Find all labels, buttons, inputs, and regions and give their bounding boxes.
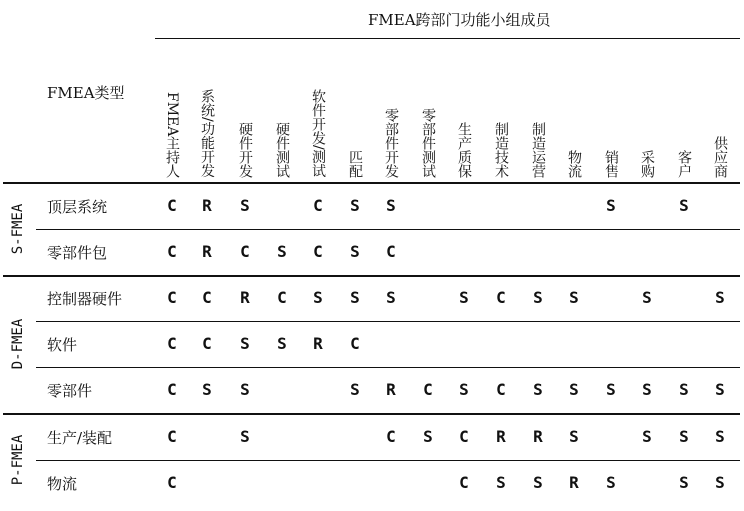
- table-cell: S: [350, 242, 360, 261]
- row-divider: [36, 229, 740, 230]
- row-label: 顶层系统: [47, 198, 108, 216]
- table-cell: S: [679, 473, 689, 492]
- row-divider: [36, 367, 740, 368]
- column-header: 采购: [639, 150, 655, 178]
- table-cell: S: [240, 334, 250, 353]
- table-cell: S: [277, 334, 287, 353]
- table-cell: S: [459, 380, 469, 399]
- table-cell: C: [496, 380, 506, 399]
- column-header: 生产质保: [456, 122, 472, 178]
- section-label: P-FMEA: [10, 434, 26, 486]
- row-divider: [36, 321, 740, 322]
- column-header: 零部件开发: [383, 108, 399, 178]
- table-cell: C: [240, 242, 250, 261]
- column-header: 销售: [603, 150, 619, 178]
- table-cell: S: [240, 380, 250, 399]
- table-cell: C: [202, 288, 212, 307]
- table-cell: S: [606, 196, 616, 215]
- group-title: FMEA跨部门功能小组成员: [368, 11, 551, 29]
- column-header: 客户: [676, 150, 692, 178]
- table-cell: S: [277, 242, 287, 261]
- table-cell: C: [167, 334, 177, 353]
- column-header: 供应商: [712, 136, 728, 178]
- table-cell: S: [679, 196, 689, 215]
- table-cell: S: [715, 473, 725, 492]
- table-cell: C: [167, 380, 177, 399]
- column-header: 物流: [566, 150, 582, 178]
- table-cell: S: [715, 427, 725, 446]
- table-cell: S: [606, 473, 616, 492]
- row-label: 物流: [47, 475, 78, 493]
- table-cell: S: [202, 380, 212, 399]
- table-cell: C: [386, 427, 396, 446]
- table-cell: S: [715, 380, 725, 399]
- table-cell: S: [569, 380, 579, 399]
- table-cell: S: [386, 196, 396, 215]
- table-cell: R: [240, 288, 250, 307]
- table-cell: R: [386, 380, 396, 399]
- table-cell: S: [423, 427, 433, 446]
- table-cell: C: [277, 288, 287, 307]
- row-label: 零部件包: [47, 244, 108, 262]
- table-cell: S: [642, 288, 652, 307]
- column-header: 软件开发/测试: [310, 89, 326, 178]
- table-cell: C: [167, 288, 177, 307]
- column-header: 制造运营: [530, 122, 546, 178]
- table-cell: R: [202, 242, 212, 261]
- row-label: 软件: [47, 336, 78, 354]
- table-cell: C: [496, 288, 506, 307]
- table-cell: R: [202, 196, 212, 215]
- column-header: 硬件测试: [274, 122, 290, 178]
- table-cell: R: [533, 427, 543, 446]
- table-cell: S: [642, 427, 652, 446]
- column-header: 匹配: [347, 150, 363, 178]
- row-label: 零部件: [47, 382, 93, 400]
- table-cell: S: [569, 288, 579, 307]
- table-cell: S: [642, 380, 652, 399]
- table-cell: S: [569, 427, 579, 446]
- group-underline: [155, 38, 740, 39]
- table-cell: C: [459, 427, 469, 446]
- row-label: 生产/装配: [47, 429, 113, 447]
- table-cell: C: [167, 473, 177, 492]
- column-header: 硬件开发: [237, 122, 253, 178]
- section-label: S-FMEA: [10, 203, 26, 255]
- table-cell: R: [496, 427, 506, 446]
- table-cell: S: [533, 288, 543, 307]
- table-cell: C: [167, 196, 177, 215]
- table-cell: C: [386, 242, 396, 261]
- column-header: 制造技术: [493, 122, 509, 178]
- table-cell: S: [240, 196, 250, 215]
- table-cell: C: [459, 473, 469, 492]
- table-cell: S: [679, 427, 689, 446]
- table-cell: S: [533, 380, 543, 399]
- table-cell: S: [533, 473, 543, 492]
- type-header: FMEA类型: [47, 84, 125, 102]
- column-header: FMEA主持人: [164, 91, 180, 178]
- table-cell: S: [386, 288, 396, 307]
- table-cell: C: [202, 334, 212, 353]
- table-cell: S: [459, 288, 469, 307]
- table-cell: S: [240, 427, 250, 446]
- table-cell: S: [313, 288, 323, 307]
- table-cell: S: [350, 288, 360, 307]
- section-divider: [3, 275, 740, 277]
- table-cell: S: [350, 380, 360, 399]
- table-cell: S: [715, 288, 725, 307]
- column-header: 系统/功能开发: [199, 89, 215, 178]
- table-cell: S: [606, 380, 616, 399]
- column-header: 零部件测试: [420, 108, 436, 178]
- table-cell: S: [496, 473, 506, 492]
- table-cell: C: [167, 242, 177, 261]
- table-cell: C: [350, 334, 360, 353]
- section-divider: [3, 413, 740, 415]
- row-label: 控制器硬件: [47, 290, 123, 308]
- header-bottom-rule: [3, 182, 740, 184]
- section-label: D-FMEA: [10, 318, 26, 370]
- table-cell: C: [313, 242, 323, 261]
- table-cell: C: [423, 380, 433, 399]
- table-cell: S: [350, 196, 360, 215]
- table-cell: R: [569, 473, 579, 492]
- table-cell: S: [679, 380, 689, 399]
- table-cell: C: [167, 427, 177, 446]
- table-cell: R: [313, 334, 323, 353]
- row-divider: [36, 460, 740, 461]
- table-cell: C: [313, 196, 323, 215]
